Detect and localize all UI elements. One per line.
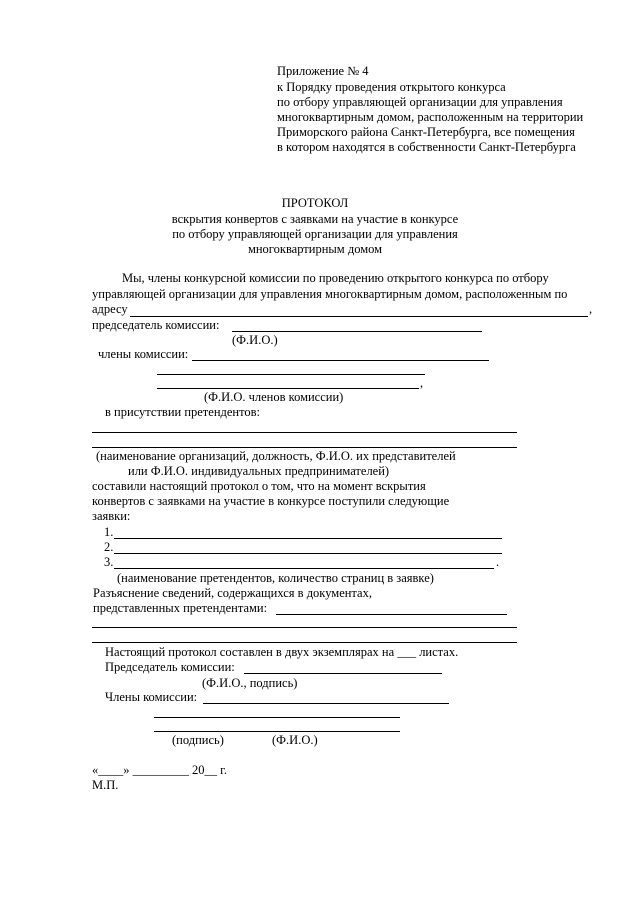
title-line: многоквартирным домом (247, 242, 383, 256)
date-line[interactable]: «____» _________ 20__ г. (92, 763, 227, 777)
clarification-line: Разъяснение сведений, содержащихся в документах, (93, 586, 372, 600)
members-label: члены комиссии: (98, 347, 189, 361)
copies-text-after: листах. (419, 645, 459, 659)
fio-caption: (Ф.И.О.) (232, 333, 278, 347)
members-caption: (Ф.И.О. членов комиссии) (204, 390, 344, 404)
clarification-line: представленных претендентами: (93, 601, 268, 615)
copies-text (105, 645, 458, 660)
member-field[interactable] (157, 374, 425, 375)
title-line: вскрытия конвертов с заявками на участие в конкурсе (171, 212, 459, 226)
address-label: адресу (92, 302, 128, 316)
appendix-line: многоквартирным домом, расположенным на территории (277, 110, 584, 124)
application-field[interactable] (114, 538, 502, 539)
org-caption: или Ф.И.О. индивидуальных предпринимателей) (128, 464, 390, 478)
signature-caption: (подпись) (172, 733, 224, 747)
members-comma: , (420, 376, 424, 390)
title-heading: ПРОТОКОЛ (281, 196, 349, 210)
chairman-sign-field[interactable] (244, 673, 442, 674)
chairman-label: председатель комиссии: (92, 318, 220, 332)
appendix-line: Приморского района Санкт-Петербурга, все помещения (277, 125, 575, 139)
fio-sign-caption: (Ф.И.О., подпись) (202, 676, 298, 690)
clarification-field[interactable] (92, 627, 517, 628)
chairman-sign-label: Председатель комиссии: (105, 660, 235, 674)
members-sign-field[interactable] (203, 703, 449, 704)
address-comma: , (589, 302, 593, 316)
applications-period: . (496, 555, 500, 569)
members-sign-field[interactable] (154, 717, 400, 718)
appendix-line: по отбору управляющей организации для управления (277, 95, 563, 109)
presence-field[interactable] (92, 447, 517, 448)
application-number: 2. (104, 540, 114, 554)
compiled-line: составили настоящий протокол о том, что на момент вскрытия (92, 479, 426, 493)
member-field[interactable] (157, 388, 419, 389)
application-number: 3. (104, 555, 114, 569)
appendix-line: к Порядку проведения открытого конкурса (277, 80, 506, 94)
members-sign-field[interactable] (154, 731, 400, 732)
presence-label: в присутствии претендентов: (105, 405, 261, 419)
application-field[interactable] (114, 553, 502, 554)
intro-line: управляющей организации для управления многоквартирным домом, расположенным по (92, 287, 568, 301)
presence-field[interactable] (92, 432, 517, 433)
member-field[interactable] (192, 360, 489, 361)
org-caption: (наименование организаций, должность, Ф.И.О. их представителей (96, 449, 456, 463)
compiled-line: конвертов с заявками на участие в конкурсе поступили следующие (92, 494, 450, 508)
title-line: по отбору управляющей организации для управления (172, 227, 458, 241)
fio-caption-2: (Ф.И.О.) (272, 733, 318, 747)
appendix-line: Приложение № 4 (277, 64, 369, 78)
applicants-caption: (наименование претендентов, количество страниц в заявке) (117, 571, 434, 585)
compiled-line: заявки: (92, 509, 131, 523)
copies-blank[interactable]: ___ (397, 645, 417, 659)
copies-text-before: Настоящий протокол составлен в двух экземплярах на (105, 645, 395, 659)
clarification-field[interactable] (92, 642, 517, 643)
address-field[interactable] (130, 316, 588, 317)
clarification-field[interactable] (276, 614, 507, 615)
members-sign-label: Члены комиссии: (105, 690, 198, 704)
intro-line: Мы, члены конкурсной комиссии по проведению открытого конкурса по отбору (122, 271, 549, 285)
application-field[interactable] (114, 568, 494, 569)
stamp-label: М.П. (92, 778, 119, 792)
application-number: 1. (104, 525, 114, 539)
appendix-line: в котором находятся в собственности Санкт-Петербурга (277, 140, 576, 154)
chairman-field[interactable] (232, 331, 482, 332)
